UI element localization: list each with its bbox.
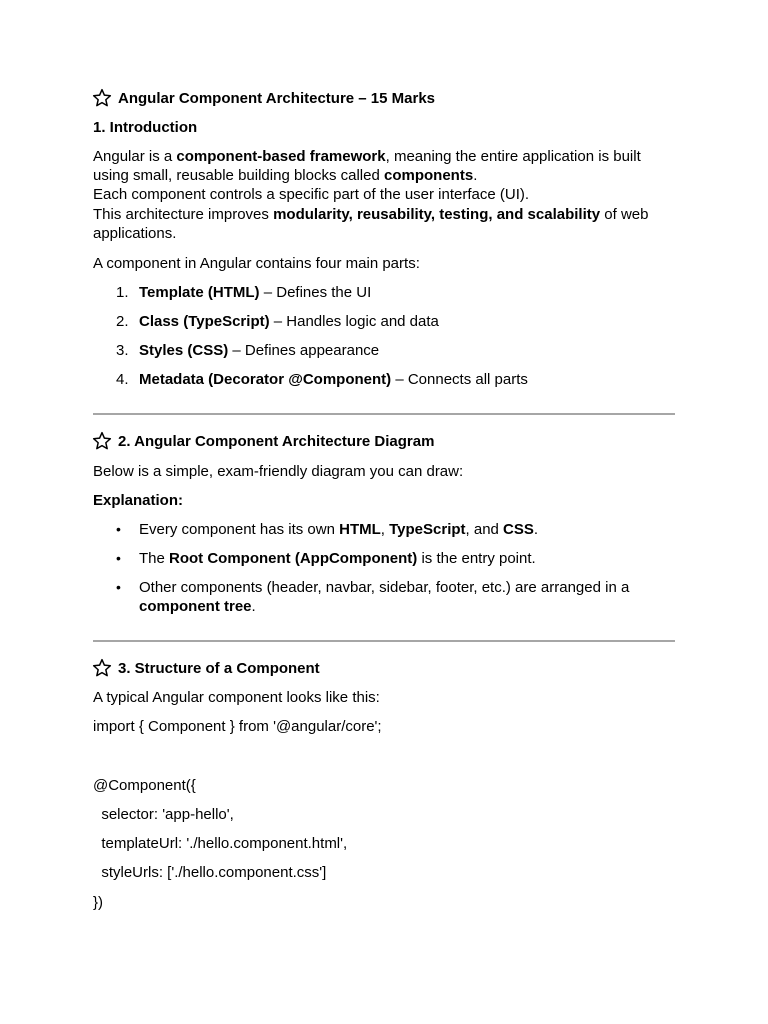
heading-text: 2. Angular Component Architecture Diagram	[118, 432, 435, 450]
intro-paragraph-line2	[93, 166, 477, 185]
document-title	[93, 88, 435, 108]
star-outline-icon	[92, 658, 112, 678]
text-run: using small, reusable building blocks called	[93, 167, 384, 184]
list-item	[116, 341, 379, 360]
text-run: – Defines appearance	[228, 342, 380, 359]
bold-run: HTML	[339, 521, 381, 538]
text-run: – Handles logic and data	[269, 313, 439, 330]
list-item	[116, 370, 528, 389]
bold-run: CSS	[503, 521, 534, 538]
text-run: , and	[465, 521, 504, 538]
star-outline-icon	[92, 88, 112, 108]
bullet-item	[116, 549, 536, 568]
section-heading-introduction: 1. Introduction	[93, 119, 198, 136]
bold-run: modularity, reusability, testing, and scalability	[273, 206, 601, 223]
bold-run: Root Component (AppComponent)	[169, 550, 418, 567]
bullet-item-continuation	[139, 597, 256, 616]
text-run: – Connects all parts	[391, 371, 528, 388]
text-run: of web	[600, 206, 649, 223]
horizontal-rule	[93, 640, 675, 642]
text-run: .	[251, 598, 256, 615]
explanation-label: Explanation:	[93, 492, 184, 509]
parts-lead-text: A component in Angular contains four main parts:	[93, 255, 420, 272]
list-number: 4.	[116, 371, 129, 388]
bold-run: components	[384, 167, 474, 184]
intro-paragraph-line4	[93, 205, 648, 224]
code-line: selector: 'app-hello',	[93, 806, 234, 823]
text-run: , meaning the entire application is built	[385, 148, 641, 165]
heading-text: 3. Structure of a Component	[118, 659, 320, 677]
bullet-glyph: •	[116, 521, 121, 537]
text-run: – Defines the UI	[259, 284, 372, 301]
list-number: 2.	[116, 313, 129, 330]
list-number: 3.	[116, 342, 129, 359]
diagram-intro-text: Below is a simple, exam-friendly diagram you can draw:	[93, 463, 464, 480]
bold-run: Styles (CSS)	[139, 342, 229, 359]
list-item	[116, 312, 439, 331]
text-run: .	[533, 521, 539, 538]
text-run: Angular is a	[93, 148, 177, 165]
code-line: })	[93, 894, 104, 911]
text-run: Every component has its own	[139, 521, 340, 538]
bullet-item	[116, 520, 538, 539]
list-item	[116, 283, 371, 302]
text-run: .	[473, 167, 478, 184]
bullet-item	[116, 578, 629, 597]
text-run: Other components (header, navbar, sidebar, footer, etc.) are arranged in a	[139, 579, 630, 596]
bullet-glyph: •	[116, 579, 121, 595]
star-outline-icon	[92, 431, 112, 451]
intro-paragraph-line5: applications.	[93, 225, 177, 242]
section-heading-structure	[93, 658, 320, 678]
text-run: This architecture improves	[93, 206, 274, 223]
code-line: import { Component } from '@angular/core';	[93, 718, 382, 735]
bold-run: Class (TypeScript)	[139, 313, 270, 330]
code-line: templateUrl: './hello.component.html',	[93, 835, 348, 852]
bold-run: Metadata (Decorator @Component)	[139, 371, 392, 388]
code-line: @Component({	[93, 777, 196, 794]
bullet-glyph: •	[116, 550, 121, 566]
bold-run: Template (HTML)	[139, 284, 260, 301]
bold-run: component tree	[139, 598, 252, 615]
text-run: is the entry point.	[417, 550, 536, 567]
list-number: 1.	[116, 284, 129, 301]
structure-intro-text: A typical Angular component looks like this:	[93, 689, 380, 706]
intro-paragraph-line3: Each component controls a specific part of the user interface (UI).	[93, 186, 530, 203]
intro-paragraph-line1	[93, 147, 641, 166]
title-text: Angular Component Architecture – 15 Marks	[118, 89, 436, 107]
bold-run: TypeScript	[389, 521, 466, 538]
horizontal-rule	[93, 413, 675, 415]
bold-run: component-based framework	[176, 148, 386, 165]
section-heading-diagram	[93, 431, 434, 451]
text-run: ,	[380, 521, 390, 538]
text-run: The	[139, 550, 170, 567]
code-line: styleUrls: ['./hello.component.css']	[93, 864, 327, 881]
